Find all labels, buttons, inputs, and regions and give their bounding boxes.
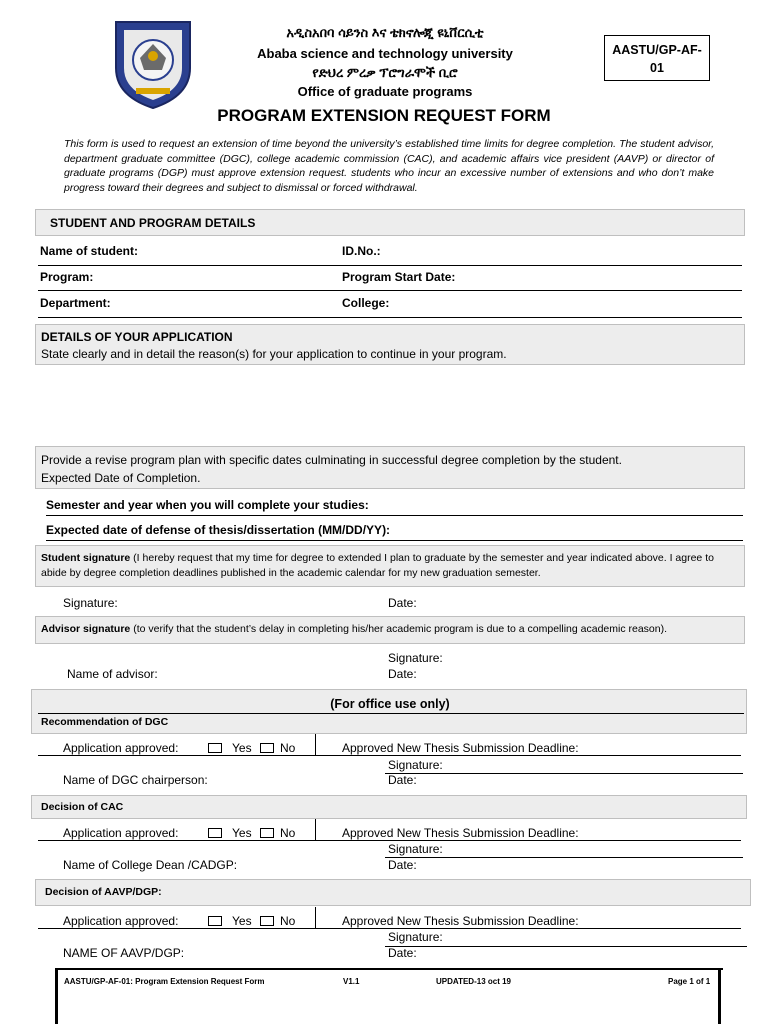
revised-plan-instruction: Provide a revise program plan with specific dates culminating in successful degree completion by the student.	[41, 453, 622, 467]
aavp-section	[35, 879, 751, 906]
cac-section	[31, 795, 747, 819]
aavp-no-label: No	[280, 914, 296, 928]
cac-column-divider	[315, 819, 316, 840]
aavp-yes-label: Yes	[232, 914, 252, 928]
amharic-office-name: የድህረ ምረቃ ፕሮግራሞች ቢሮ	[312, 65, 458, 80]
dgc-approval-line	[38, 755, 741, 756]
cac-dean-label: Name of College Dean /CADGP:	[63, 858, 238, 872]
expected-completion-label: Expected Date of Completion.	[41, 471, 201, 485]
program-label: Program:	[40, 270, 94, 284]
student-signature-label: Signature:	[63, 596, 118, 610]
footer-updated: UPDATED-13 oct 19	[436, 977, 511, 986]
student-details-header	[35, 209, 745, 236]
student-name-label: Name of student:	[40, 244, 139, 258]
semester-year-line[interactable]	[46, 515, 743, 516]
cac-no-label: No	[280, 826, 296, 840]
form-code-box	[604, 35, 710, 81]
amharic-university-name: አዲስአበባ ሳይንስ እና ቴክኖሎጂ ዩኒቨርሲቲ	[286, 25, 484, 40]
office-use-divider	[38, 713, 744, 714]
advisor-signature-statement	[41, 623, 741, 635]
footer-page-number: Page 1 of 1	[668, 977, 711, 986]
cac-signature-label: Signature:	[388, 842, 443, 856]
student-signature-section	[35, 545, 745, 587]
advisor-date-label: Date:	[388, 667, 417, 681]
footer-right-border	[718, 968, 721, 1024]
footer-form-name: AASTU/GP-AF-01: Program Extension Request Form	[64, 977, 265, 986]
dgc-column-divider	[315, 734, 316, 755]
student-signature-field[interactable]	[140, 596, 370, 612]
application-reason-area[interactable]	[35, 368, 745, 442]
department-label: Department:	[40, 296, 111, 310]
application-instruction: State clearly and in detail the reason(s) for your application to continue in your program.	[41, 347, 507, 361]
dgc-yes-label: Yes	[232, 741, 252, 755]
footer-version: V1.1	[343, 977, 360, 986]
id-number-label: ID.No.:	[342, 244, 381, 258]
department-line[interactable]	[38, 317, 742, 318]
cac-yes-label: Yes	[232, 826, 252, 840]
dgc-no-checkbox[interactable]	[260, 743, 274, 753]
dgc-no-label: No	[280, 741, 296, 755]
form-title: PROGRAM EXTENSION REQUEST FORM	[217, 106, 551, 125]
aavp-heading: Decision of AAVP/DGP:	[45, 886, 162, 898]
aavp-yes-checkbox[interactable]	[208, 916, 222, 926]
advisor-name-label: Name of advisor:	[67, 667, 158, 681]
semester-year-label: Semester and year when you will complete your studies:	[46, 498, 369, 512]
cac-heading: Decision of CAC	[41, 801, 124, 813]
university-name: Ababa science and technology university	[257, 46, 513, 61]
program-line[interactable]	[38, 290, 742, 291]
cac-yes-checkbox[interactable]	[208, 828, 222, 838]
aavp-no-checkbox[interactable]	[260, 916, 274, 926]
defense-date-line[interactable]	[46, 540, 743, 541]
student-name-line[interactable]	[38, 265, 742, 266]
cac-date-label: Date:	[388, 858, 417, 872]
revised-plan-section	[35, 446, 745, 489]
student-signature-heading: Student signature	[41, 552, 131, 564]
application-details-heading: DETAILS OF YOUR APPLICATION	[41, 330, 233, 344]
student-date-label: Date:	[388, 596, 417, 610]
advisor-signature-section	[35, 616, 745, 644]
dgc-yes-checkbox[interactable]	[208, 743, 222, 753]
dgc-heading: Recommendation of DGC	[41, 716, 169, 728]
student-signature-text: (I hereby request that my time for degree to extended I plan to graduate by the semester and year indicated above. I agree to abide by degree completion deadlines published in the academic calendar for my new graduation semester.	[41, 552, 714, 579]
advisor-signature-label: Signature:	[388, 651, 443, 665]
application-details-section	[35, 324, 745, 365]
cac-no-checkbox[interactable]	[260, 828, 274, 838]
office-use-section	[31, 689, 747, 734]
office-name: Office of graduate programs	[297, 84, 473, 99]
aavp-signature-label: Signature:	[388, 930, 443, 944]
student-signature-statement	[41, 551, 741, 581]
form-code-line1: AASTU/GP-AF-	[612, 43, 702, 57]
advisor-signature-heading: Advisor signature	[41, 623, 131, 635]
intro-paragraph: This form is used to request an extension of time beyond the university’s established time limits for degree completion. The student advisor, department graduate committee (DGC), college academic commission (CAC), and academic affairs vice president (AAVP) or director of graduate programs (DGP) must approve extension request. students who incur an excessive number of extensions and who don’t make progress toward their degrees and subject to dismissal or forced withdrawal.	[64, 138, 714, 194]
advisor-signature-text: (to verify that the student’s delay in completing his/her academic program is due to a compelling academic reason).	[130, 623, 668, 635]
dgc-approved-label: Application approved:	[63, 741, 179, 755]
program-start-date-label: Program Start Date:	[342, 270, 456, 284]
dgc-deadline-label: Approved New Thesis Submission Deadline:	[342, 741, 579, 755]
dgc-date-label: Date:	[388, 773, 417, 787]
cac-approval-line	[38, 840, 741, 841]
cac-approved-label: Application approved:	[63, 826, 179, 840]
aavp-date-label: Date:	[388, 946, 417, 960]
aavp-approval-line	[38, 928, 741, 929]
footer-left-border	[55, 968, 58, 1024]
cac-signature-line[interactable]	[385, 857, 743, 858]
aavp-approved-label: Application approved:	[63, 914, 179, 928]
defense-date-label: Expected date of defense of thesis/dissertation (MM/DD/YY):	[46, 523, 391, 537]
form-code-line2: 01	[650, 61, 664, 75]
aavp-name-label: NAME OF AAVP/DGP:	[63, 946, 185, 960]
cac-deadline-label: Approved New Thesis Submission Deadline:	[342, 826, 579, 840]
footer-top-rule	[55, 968, 723, 970]
student-details-heading: STUDENT AND PROGRAM DETAILS	[50, 216, 256, 230]
aavp-deadline-label: Approved New Thesis Submission Deadline:	[342, 914, 579, 928]
dgc-chairperson-label: Name of DGC chairperson:	[63, 773, 208, 787]
dgc-signature-line[interactable]	[385, 773, 743, 774]
dgc-signature-label: Signature:	[388, 758, 443, 772]
university-logo	[112, 18, 194, 110]
office-use-heading: (For office use only)	[330, 697, 450, 711]
aavp-column-divider	[315, 907, 316, 928]
aavp-signature-line[interactable]	[385, 946, 747, 947]
college-label: College:	[342, 296, 390, 310]
